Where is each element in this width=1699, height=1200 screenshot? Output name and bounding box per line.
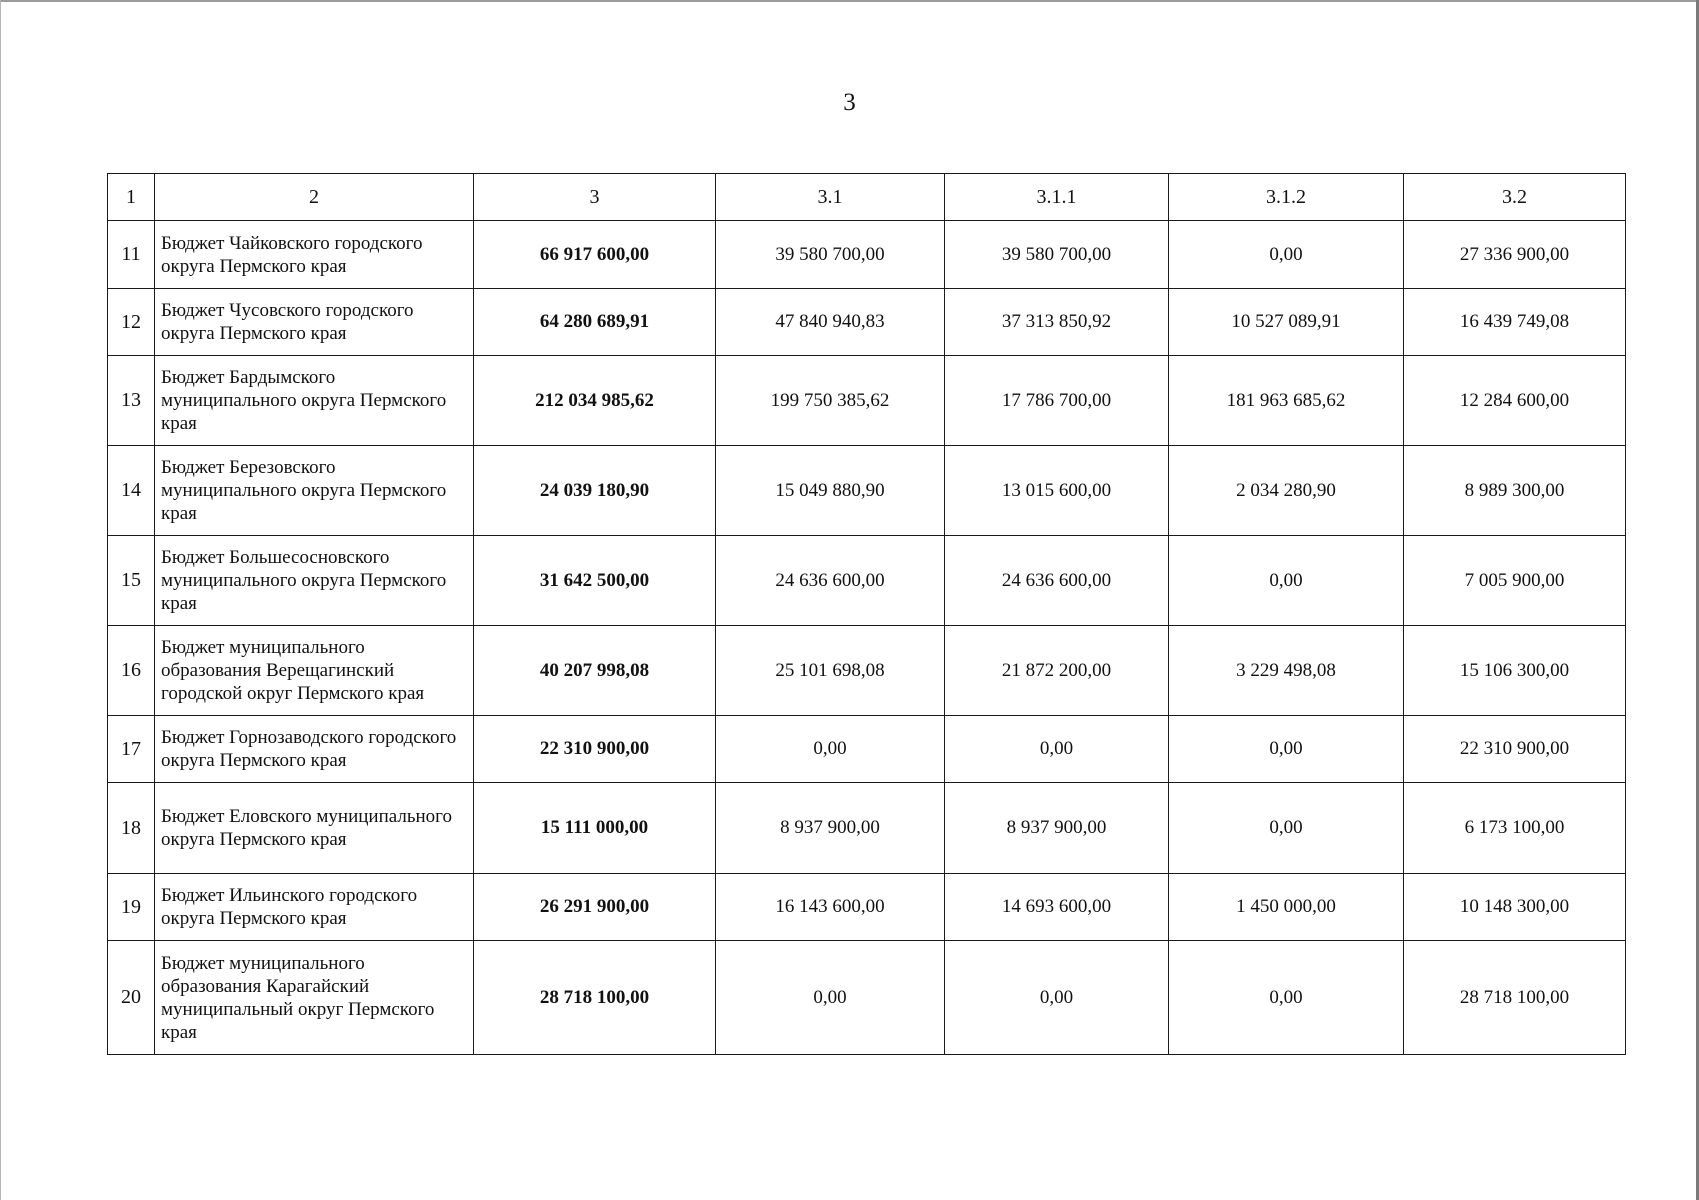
table-row — [108, 783, 1626, 874]
value-3-1-1: 0,00 — [945, 716, 1169, 783]
value-3-1-2: 0,00 — [1169, 716, 1404, 783]
total-value: 64 280 689,91 — [474, 289, 716, 356]
column-header: 1 — [108, 174, 155, 221]
table-row — [108, 716, 1626, 783]
column-header: 3.1.2 — [1169, 174, 1404, 221]
row-number: 13 — [108, 356, 155, 446]
value-3-2: 7 005 900,00 — [1404, 536, 1626, 626]
value-3-1-2: 181 963 685,62 — [1169, 356, 1404, 446]
value-3-1-1: 21 872 200,00 — [945, 626, 1169, 716]
value-3-1-2: 2 034 280,90 — [1169, 446, 1404, 536]
table-row — [108, 356, 1626, 446]
value-3-2: 22 310 900,00 — [1404, 716, 1626, 783]
column-header: 3.2 — [1404, 174, 1626, 221]
total-value: 24 039 180,90 — [474, 446, 716, 536]
value-3-1-1: 37 313 850,92 — [945, 289, 1169, 356]
row-number: 18 — [108, 783, 155, 874]
value-3-1: 0,00 — [716, 716, 945, 783]
value-3-1: 39 580 700,00 — [716, 221, 945, 289]
row-number: 14 — [108, 446, 155, 536]
value-3-2: 27 336 900,00 — [1404, 221, 1626, 289]
value-3-2: 10 148 300,00 — [1404, 874, 1626, 941]
column-number-row — [108, 174, 1626, 221]
value-3-1: 47 840 940,83 — [716, 289, 945, 356]
budget-name: Бюджет Еловского муниципального округа Пермского края — [155, 783, 474, 874]
column-header: 3.1.1 — [945, 174, 1169, 221]
value-3-1: 199 750 385,62 — [716, 356, 945, 446]
table-row — [108, 289, 1626, 356]
budget-table — [107, 173, 1626, 1055]
value-3-1-1: 39 580 700,00 — [945, 221, 1169, 289]
row-number: 16 — [108, 626, 155, 716]
value-3-1-2: 0,00 — [1169, 941, 1404, 1055]
table-row — [108, 446, 1626, 536]
total-value: 40 207 998,08 — [474, 626, 716, 716]
value-3-1-1: 13 015 600,00 — [945, 446, 1169, 536]
value-3-1-2: 0,00 — [1169, 783, 1404, 874]
table-row — [108, 874, 1626, 941]
table-row — [108, 626, 1626, 716]
value-3-1: 15 049 880,90 — [716, 446, 945, 536]
budget-name: Бюджет муниципального образования Верещагинский городской округ Пермского края — [155, 626, 474, 716]
table-row — [108, 536, 1626, 626]
value-3-1: 16 143 600,00 — [716, 874, 945, 941]
budget-name: Бюджет Большесосновского муниципального округа Пермского края — [155, 536, 474, 626]
value-3-1-1: 8 937 900,00 — [945, 783, 1169, 874]
column-header: 3.1 — [716, 174, 945, 221]
value-3-2: 15 106 300,00 — [1404, 626, 1626, 716]
value-3-1-2: 0,00 — [1169, 221, 1404, 289]
value-3-1-2: 3 229 498,08 — [1169, 626, 1404, 716]
scan-edge-top — [0, 0, 1699, 2]
budget-name: Бюджет Горнозаводского городского округа Пермского края — [155, 716, 474, 783]
budget-name: Бюджет Чайковского городского округа Пермского края — [155, 221, 474, 289]
value-3-2: 6 173 100,00 — [1404, 783, 1626, 874]
value-3-1-1: 24 636 600,00 — [945, 536, 1169, 626]
row-number: 20 — [108, 941, 155, 1055]
value-3-1: 0,00 — [716, 941, 945, 1055]
budget-name: Бюджет Ильинского городского округа Пермского края — [155, 874, 474, 941]
budget-name: Бюджет Березовского муниципального округа Пермского края — [155, 446, 474, 536]
page-number: 3 — [843, 89, 856, 116]
value-3-1-2: 0,00 — [1169, 536, 1404, 626]
total-value: 26 291 900,00 — [474, 874, 716, 941]
budget-name: Бюджет Бардымского муниципального округа Пермского края — [155, 356, 474, 446]
value-3-1-1: 0,00 — [945, 941, 1169, 1055]
value-3-1-1: 14 693 600,00 — [945, 874, 1169, 941]
value-3-1: 24 636 600,00 — [716, 536, 945, 626]
value-3-2: 28 718 100,00 — [1404, 941, 1626, 1055]
total-value: 31 642 500,00 — [474, 536, 716, 626]
value-3-1-2: 10 527 089,91 — [1169, 289, 1404, 356]
value-3-2: 12 284 600,00 — [1404, 356, 1626, 446]
total-value: 212 034 985,62 — [474, 356, 716, 446]
value-3-1: 25 101 698,08 — [716, 626, 945, 716]
total-value: 28 718 100,00 — [474, 941, 716, 1055]
row-number: 19 — [108, 874, 155, 941]
total-value: 22 310 900,00 — [474, 716, 716, 783]
value-3-1: 8 937 900,00 — [716, 783, 945, 874]
budget-name: Бюджет муниципального образования Карагайский муниципальный округ Пермского края — [155, 941, 474, 1055]
column-header: 2 — [155, 174, 474, 221]
table-row — [108, 221, 1626, 289]
value-3-1-2: 1 450 000,00 — [1169, 874, 1404, 941]
table-row — [108, 941, 1626, 1055]
budget-name: Бюджет Чусовского городского округа Пермского края — [155, 289, 474, 356]
value-3-2: 16 439 749,08 — [1404, 289, 1626, 356]
row-number: 17 — [108, 716, 155, 783]
row-number: 15 — [108, 536, 155, 626]
column-header: 3 — [474, 174, 716, 221]
value-3-2: 8 989 300,00 — [1404, 446, 1626, 536]
row-number: 12 — [108, 289, 155, 356]
scan-edge-left — [0, 0, 1, 1200]
total-value: 66 917 600,00 — [474, 221, 716, 289]
total-value: 15 111 000,00 — [474, 783, 716, 874]
row-number: 11 — [108, 221, 155, 289]
value-3-1-1: 17 786 700,00 — [945, 356, 1169, 446]
